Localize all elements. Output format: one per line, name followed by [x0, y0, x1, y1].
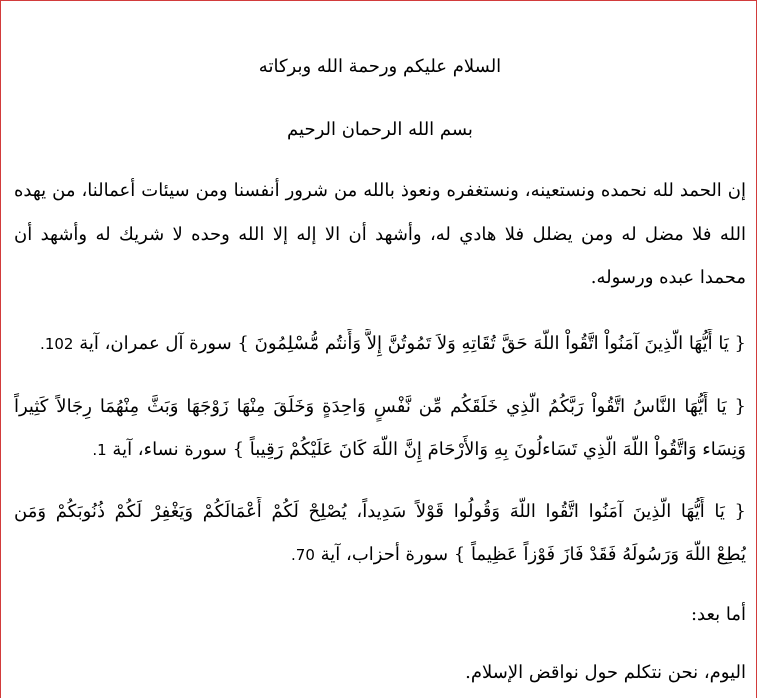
verse-2-line-1: { يَا أَيُّهَا النَّاسُ اتَّقُواْ رَبَّكُمُ الَّذِي خَلَقَكُم مِّن نَّفْسٍ وَاحِدَةٍ وَخَلَقَ مِنْهَا زَوْجَهَا وَبَثَّ مِنْهُمَا رِجَالاً كَثِيراً	[14, 396, 746, 417]
verse-1	[14, 329, 746, 359]
verse-3-text: يُطِعْ اللَّهَ وَرَسُولَهُ فَقَدْ فَازَ فَوْزاً عَظِيماً } سورة أحزاب، آية	[320, 544, 746, 565]
greeting-heading: السلام عليكم ورحمة الله وبركاته	[258, 56, 502, 77]
topic-line: اليوم، نحن نتكلم حول نواقض الإسلام.	[465, 662, 746, 683]
document-body	[14, 0, 746, 698]
verse-2-text: وَنِسَاء وَاتَّقُواْ اللّهَ الَّذِي تَسَاءلُونَ بِهِ وَالأَرْحَامَ إِنَّ اللّهَ كَانَ عَلَيْكُمْ رَقِيباً } سورة نساء، آية	[112, 439, 746, 460]
basmala-heading: بسم الله الرحمان الرحيم	[287, 119, 473, 140]
verse-3-line-2	[14, 540, 746, 570]
opening-line-2: الله فلا مضل له ومن يضلل فلا هادي له، وأشهد أن الا إله إلا الله وحده لا شريك له وأشهد أن	[14, 224, 746, 245]
verse-2-line-2	[14, 435, 746, 465]
verse-1-text: { يَا أَيُّهَا الَّذِينَ آمَنُواْ اتَّقُواْ اللّهَ حَقَّ تُقَاتِهِ وَلاَ تَمُوتُنَّ إِلاَّ وَأَنتُم مُّسْلِمُونَ } سورة آل عمران، آية	[79, 333, 746, 354]
opening-line-1: إن الحمد لله نحمده ونستعينه، ونستغفره ونعوذ بالله من شرور أنفسنا ومن سيئات أعمالنا، من يهده	[14, 180, 746, 201]
opening-line-3: محمدا عبده ورسوله.	[590, 267, 746, 288]
verse-2-number: 1.	[92, 441, 107, 459]
verse-1-number: 102.	[40, 335, 74, 353]
verse-3-number: 70.	[291, 546, 315, 564]
amma-baad-heading: أما بعد:	[690, 604, 746, 625]
verse-3-line-1: { يَا أَيُّهَا الَّذِينَ آمَنُوا اتَّقُوا اللَّهَ وَقُولُوا قَوْلاً سَدِيداً، يُصْلِحْ لَكُمْ أَعْمَالَكُمْ وَيَغْفِرْ لَكُمْ ذُنُوبَكُمْ وَمَن	[14, 501, 746, 522]
